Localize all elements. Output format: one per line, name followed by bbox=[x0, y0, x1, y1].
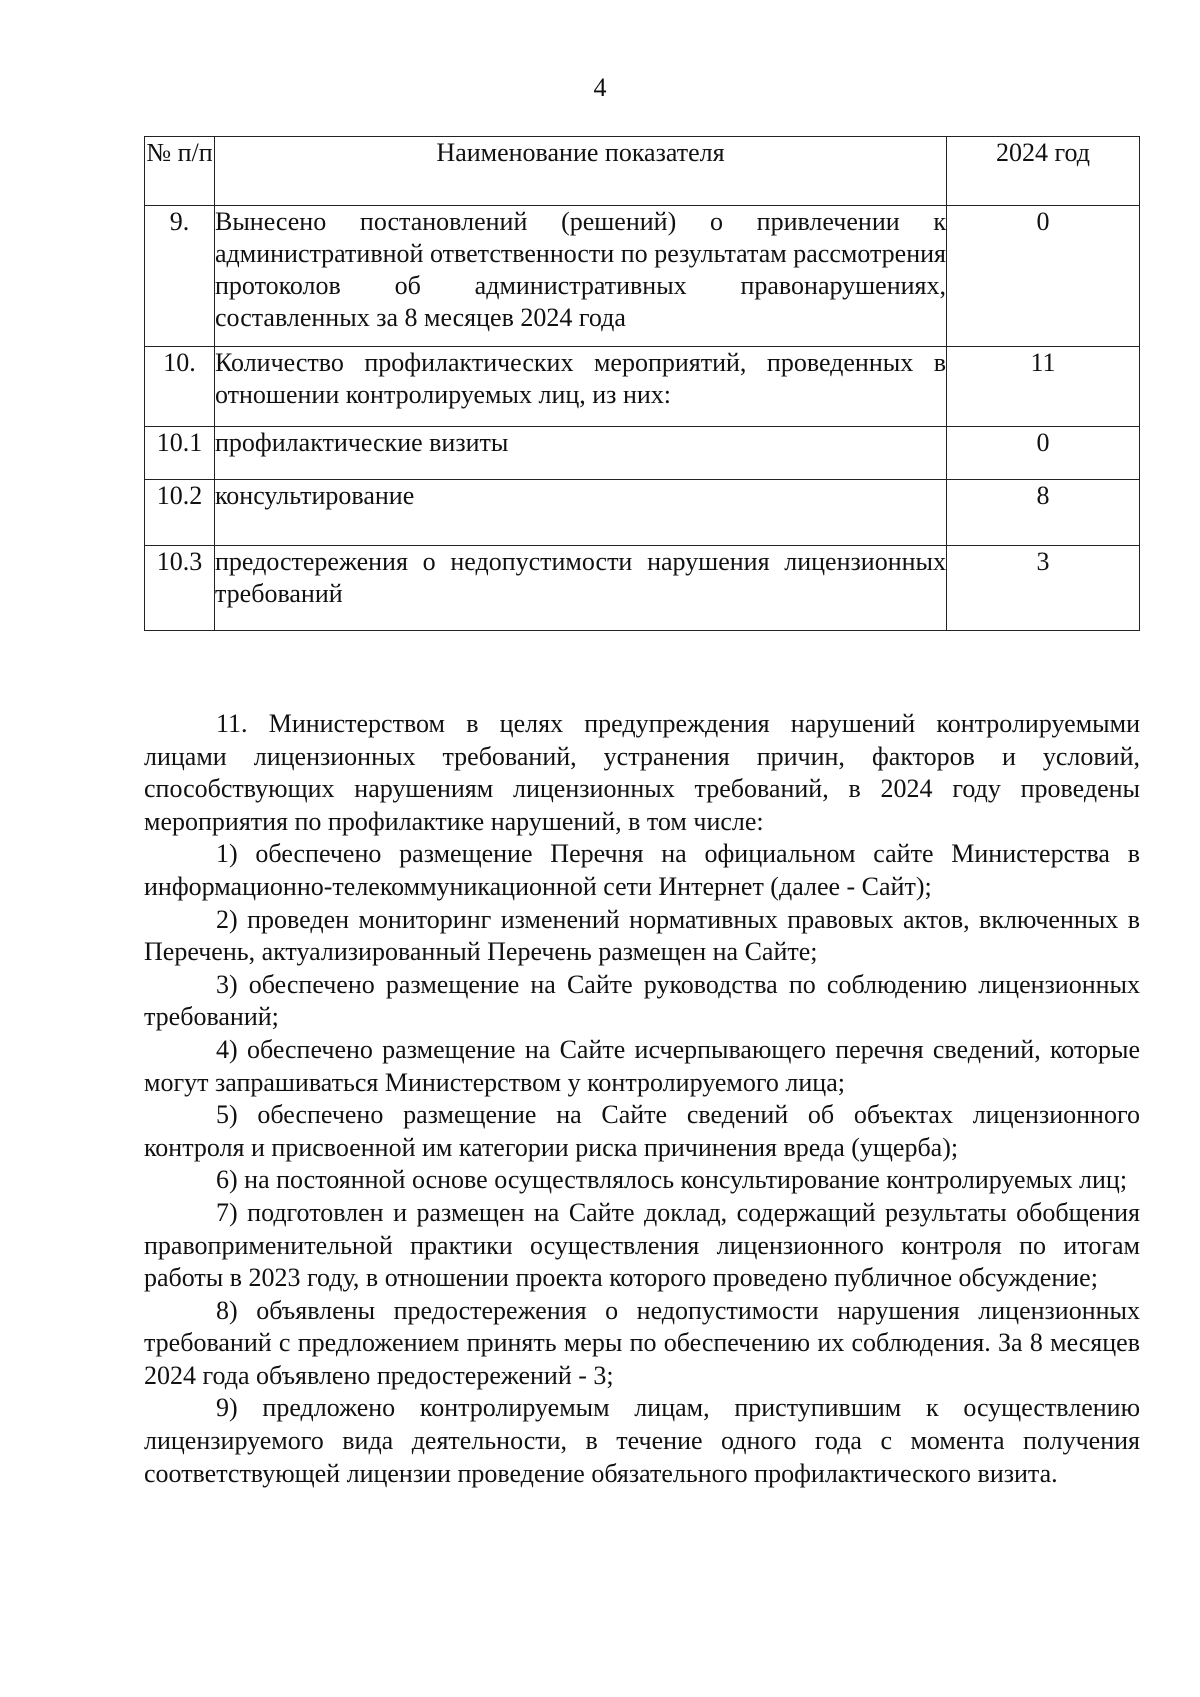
table-header-row bbox=[145, 137, 1140, 206]
body-text bbox=[144, 708, 1140, 1490]
header-number: № п/п bbox=[145, 137, 215, 206]
row-indicator-name: Вынесено постановлений (решений) о привлечении к административной ответственности по результатам рассмотрения протоколов об административных правонарушениях, составленных за 8 месяцев 2024 года bbox=[215, 206, 947, 347]
row-indicator-name: предостережения о недопустимости нарушения лицензионных требований bbox=[215, 546, 947, 631]
list-item: 4) обеспечено размещение на Сайте исчерпывающего перечня сведений, которые могут запрашиваться Министерством у контролируемого лица; bbox=[144, 1034, 1140, 1097]
table-row bbox=[145, 480, 1140, 546]
row-value: 0 bbox=[947, 427, 1140, 480]
row-number: 9. bbox=[145, 206, 215, 347]
row-value: 3 bbox=[947, 546, 1140, 631]
list-item: 1) обеспечено размещение Перечня на официальном сайте Министерства в информационно-телекоммуникационной сети Интернет (далее - Сайт); bbox=[144, 839, 1140, 901]
table-row bbox=[145, 206, 1140, 347]
table-row bbox=[145, 546, 1140, 631]
list-item: 3) обеспечено размещение на Сайте руководства по соблюдению лицензионных требований; bbox=[144, 969, 1140, 1032]
row-value: 0 bbox=[947, 206, 1140, 347]
row-indicator-name: профилактические визиты bbox=[215, 427, 947, 480]
page-number: 4 bbox=[593, 73, 607, 102]
row-value: 11 bbox=[947, 347, 1140, 427]
row-value: 8 bbox=[947, 480, 1140, 546]
list-item: 5) обеспечено размещение на Сайте сведений об объектах лицензионного контроля и присвоенной им категории риска причинения вреда (ущерба); bbox=[144, 1100, 1140, 1162]
row-number: 10.3 bbox=[145, 546, 215, 631]
row-number: 10. bbox=[145, 347, 215, 427]
header-year-value: 2024 год bbox=[947, 137, 1140, 206]
list-item: 6) на постоянной основе осуществлялось консультирование контролируемых лиц; bbox=[216, 1165, 1128, 1195]
table-row bbox=[145, 347, 1140, 427]
table-row bbox=[145, 427, 1140, 480]
indicators-table bbox=[144, 136, 1140, 631]
list-item: 2) проведен мониторинг изменений нормативных правовых актов, включенных в Перечень, актуализированный Перечень размещен на Сайте; bbox=[144, 904, 1140, 967]
paragraph-intro: 11. Министерством в целях предупреждения нарушений контролируемыми лицами лицензионных требований, устранения причин, факторов и условий, способствующих нарушениям лицензионных требований, в 2024 году проведены мероприятия по профилактике нарушений, в том числе: bbox=[144, 709, 1140, 836]
row-indicator-name: консультирование bbox=[215, 480, 947, 546]
list-item: 7) подготовлен и размещен на Сайте доклад, содержащий результаты обобщения правоприменительной практики осуществления лицензионного контроля по итогам работы в 2023 году, в отношении проекта которого проведено публичное обсуждение; bbox=[144, 1197, 1140, 1293]
row-number: 10.1 bbox=[145, 427, 215, 480]
row-number: 10.2 bbox=[145, 480, 215, 546]
list-item: 8) объявлены предостережения о недопустимости нарушения лицензионных требований с предложением принять меры по обеспечению их соблюдения. За 8 месяцев 2024 года объявлено предостережений - 3; bbox=[144, 1295, 1140, 1390]
header-indicator-name: Наименование показателя bbox=[215, 137, 947, 206]
row-indicator-name: Количество профилактических мероприятий, проведенных в отношении контролируемых лиц, из них: bbox=[215, 347, 947, 427]
list-item: 9) предложено контролируемым лицам, приступившим к осуществлению лицензируемого вида деятельности, в течение одного года с момента получения соответствующей лицензии проведение обязательного профилактического визита. bbox=[144, 1393, 1140, 1488]
